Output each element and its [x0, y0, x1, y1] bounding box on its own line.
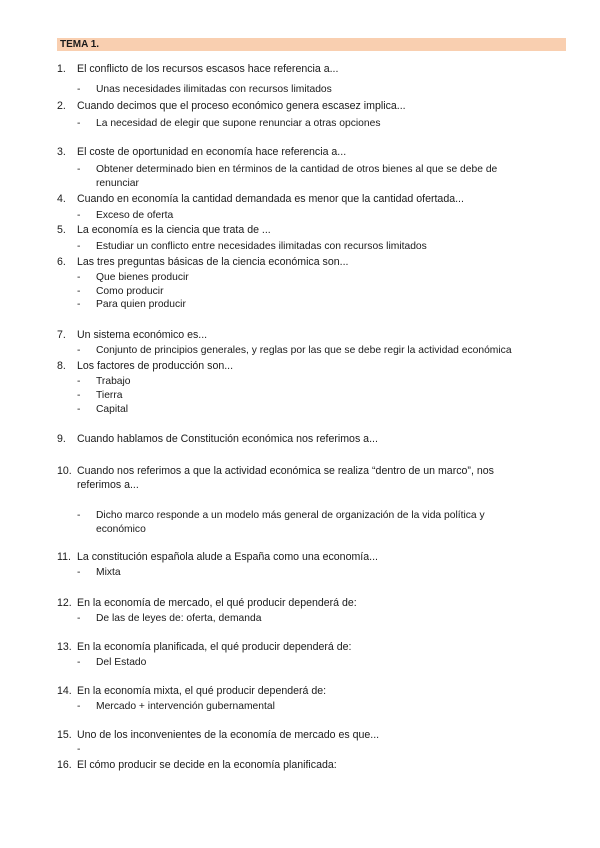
dash-bullet: -	[77, 613, 81, 624]
question-number: 12.	[57, 597, 72, 609]
answer-text: Como producir	[96, 286, 164, 297]
answer-text: Del Estado	[96, 657, 147, 668]
answer-text: Mercado + intervención gubernamental	[96, 701, 275, 712]
dash-bullet: -	[77, 210, 81, 221]
dash-bullet: -	[77, 84, 81, 95]
dash-bullet: -	[77, 241, 81, 252]
answer-text: Dicho marco responde a un modelo más general de organización de la vida política y económico	[96, 510, 485, 535]
dash-bullet: -	[77, 510, 81, 521]
question-text: Los factores de producción son...	[77, 360, 234, 372]
dash-bullet: -	[77, 286, 81, 297]
question-number: 2.	[57, 100, 66, 112]
answer-text: Obtener determinado bien en términos de la cantidad de otros bienes al que se debe de renunciar	[96, 164, 498, 189]
dash-bullet: -	[77, 118, 81, 129]
dash-bullet: -	[77, 567, 81, 578]
question-text: Las tres preguntas básicas de la ciencia económica son...	[77, 256, 349, 268]
dash-bullet: -	[77, 376, 81, 387]
question-text: En la economía planificada, el qué producir dependerá de:	[77, 641, 352, 653]
question-text: La constitución española alude a España como una economía...	[77, 551, 378, 563]
question-number: 14.	[57, 685, 72, 697]
answer-text: Exceso de oferta	[96, 210, 174, 221]
answer-text: Que bienes producir	[96, 272, 189, 283]
dash-bullet: -	[77, 164, 81, 175]
question-text: En la economía de mercado, el qué producir dependerá de:	[77, 597, 357, 609]
question-number: 5.	[57, 224, 66, 236]
dash-bullet: -	[77, 272, 81, 283]
question-number: 1.	[57, 63, 66, 75]
answer-text: Mixta	[96, 567, 121, 578]
answer-text: Tierra	[96, 390, 123, 401]
answer-text: Unas necesidades ilimitadas con recursos limitados	[96, 84, 332, 95]
answer-text: De las de leyes de: oferta, demanda	[96, 613, 262, 624]
section-header: TEMA 1.	[57, 38, 566, 51]
question-text: El conflicto de los recursos escasos hace referencia a...	[77, 63, 339, 75]
question-text: Cuando nos referimos a que la actividad económica se realiza “dentro de un marco”, nos referimos a...	[77, 465, 494, 491]
dash-bullet: -	[77, 744, 81, 755]
question-text: El cómo producir se decide en la economía planificada:	[77, 759, 337, 771]
question-number: 4.	[57, 193, 66, 205]
question-text: La economía es la ciencia que trata de ...	[77, 224, 271, 236]
question-text: Cuando en economía la cantidad demandada es menor que la cantidad ofertada...	[77, 193, 464, 205]
answer-text: Estudiar un conflicto entre necesidades ilimitadas con recursos limitados	[96, 241, 427, 252]
question-number: 13.	[57, 641, 72, 653]
dash-bullet: -	[77, 390, 81, 401]
dash-bullet: -	[77, 657, 81, 668]
answer-text: Para quien producir	[96, 299, 186, 310]
question-text: Uno de los inconvenientes de la economía de mercado es que...	[77, 729, 380, 741]
question-number: 15.	[57, 729, 72, 741]
question-number: 9.	[57, 433, 66, 445]
dash-bullet: -	[77, 404, 81, 415]
question-number: 10.	[57, 465, 72, 477]
question-text: El coste de oportunidad en economía hace referencia a...	[77, 146, 347, 158]
question-text: Un sistema económico es...	[77, 329, 208, 341]
question-number: 7.	[57, 329, 66, 341]
dash-bullet: -	[77, 299, 81, 310]
question-text: En la economía mixta, el qué producir dependerá de:	[77, 685, 327, 697]
question-number: 3.	[57, 146, 66, 158]
answer-text: La necesidad de elegir que supone renunciar a otras opciones	[96, 118, 381, 129]
answer-text: Trabajo	[96, 376, 131, 387]
question-text: Cuando decimos que el proceso económico genera escasez implica...	[77, 100, 406, 112]
dash-bullet: -	[77, 345, 81, 356]
dash-bullet: -	[77, 701, 81, 712]
answer-text: Capital	[96, 404, 129, 415]
question-number: 8.	[57, 360, 66, 372]
answer-text: Conjunto de principios generales, y reglas por las que se debe regir la actividad económica	[96, 345, 512, 356]
question-number: 16.	[57, 759, 72, 771]
question-text: Cuando hablamos de Constitución económica nos referimos a...	[77, 433, 378, 445]
question-number: 6.	[57, 256, 66, 268]
question-number: 11.	[57, 551, 71, 563]
